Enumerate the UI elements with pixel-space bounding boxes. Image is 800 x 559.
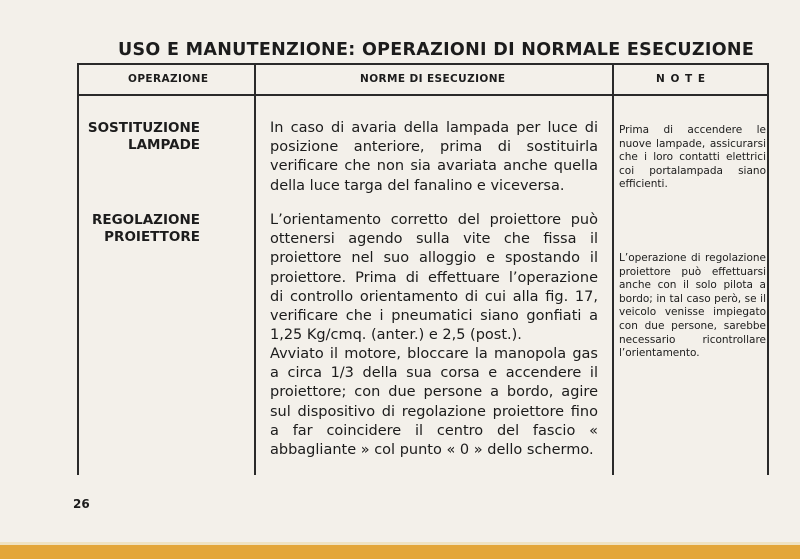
- column-divider-right: [612, 63, 614, 475]
- bottom-color-band: [0, 545, 800, 559]
- norm-paragraph: L’orientamento corretto del proiettore può ottenersi agendo sulla vite che fissa il proiettore nel suo alloggio e spostando il proiettore. Prima di effettuare l’operazione di controllo orientamento di cui alla fig. 17, verificare che i pneumatici siano gonfiati a 1,25 Kg/cmq. (anter.) e 2,5 (post.).: [270, 212, 598, 344]
- note-text: L’operazione di regolazione proiettore può effettuarsi anche con il solo pilota a bordo; in tal caso però, se il veicolo venisse impiegato con due persone, sarebbe necessario ricontrollare l’orientamento.: [619, 252, 766, 360]
- column-divider-edge: [767, 63, 769, 475]
- note-text: Prima di accendere le nuove lampade, assicurarsi che i loro contatti elettrici coi portalampada siano efficienti.: [619, 124, 766, 191]
- header-bottom-rule: [77, 94, 768, 96]
- norm-paragraph: In caso di avaria della lampada per luce di posizione anteriore, prima di sostituirla verificare che non sia avariata anche quella della luce targa del fanalino e viceversa.: [270, 120, 598, 194]
- header-norms: NORME DI ESECUZIONE: [360, 73, 506, 85]
- operation-line: SOSTITUZIONE: [87, 120, 200, 136]
- header-notes: N O T E: [656, 73, 707, 85]
- table-top-rule: [77, 63, 768, 65]
- column-divider-left: [77, 63, 79, 475]
- page-title: USO E MANUTENZIONE: OPERAZIONI DI NORMALE ESECUZIONE: [118, 40, 755, 60]
- operation-line: REGOLAZIONE: [91, 212, 200, 228]
- column-divider-mid: [254, 63, 256, 475]
- operation-line: PROIETTORE: [104, 229, 200, 245]
- operation-line: LAMPADE: [127, 137, 200, 153]
- norm-paragraph: Avviato il motore, bloccare la manopola gas a circa 1/3 della sua corsa e accendere il proiettore; con due persone a bordo, agire sul dispositivo di regolazione proiettore fino a far coincidere il centro del fascio « abbagliante » col punto « 0 » dello schermo.: [270, 346, 598, 459]
- page-number: 26: [73, 497, 90, 511]
- operation-label: [92, 212, 200, 246]
- operation-label: [88, 120, 200, 154]
- header-operation: OPERAZIONE: [128, 73, 209, 85]
